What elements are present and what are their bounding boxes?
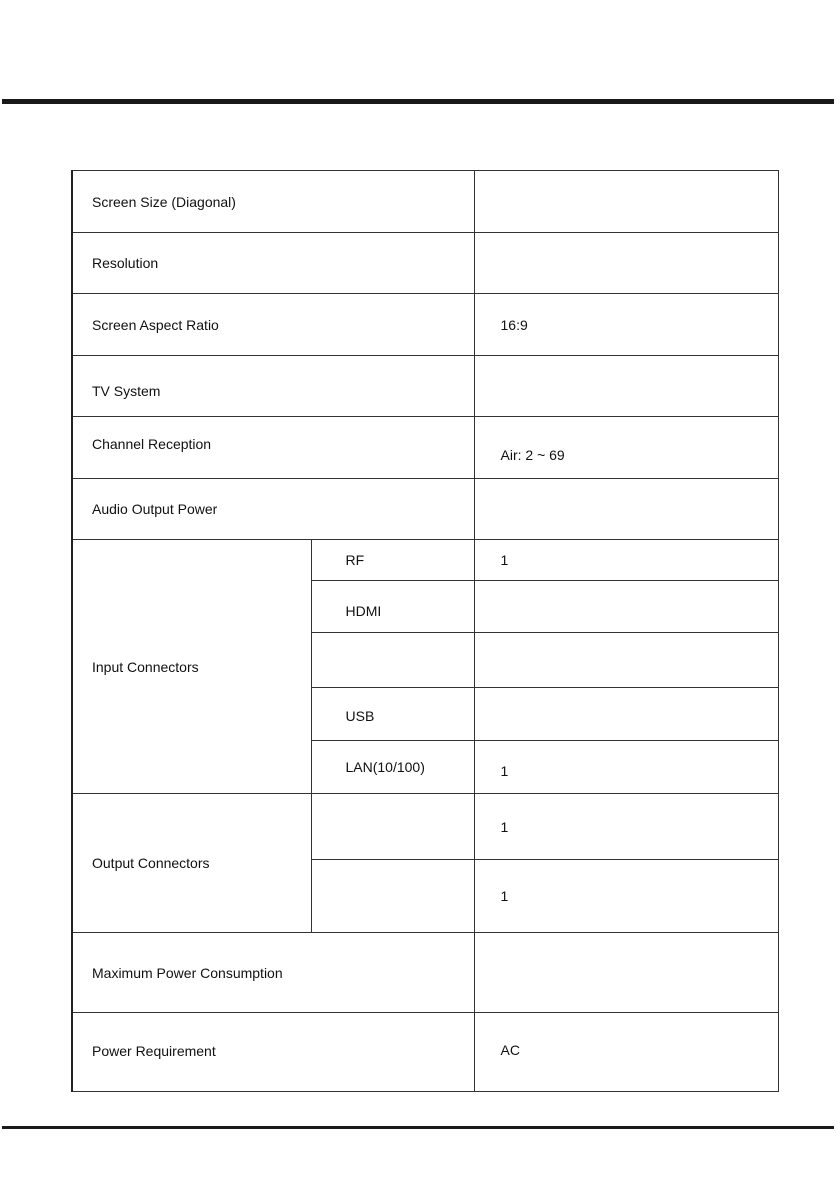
specifications-table (71, 170, 779, 1092)
spec-value (474, 233, 778, 294)
connector-name (311, 860, 474, 933)
spec-label: Screen Size (Diagonal) (72, 171, 474, 233)
spec-value: AC (474, 1013, 778, 1092)
spec-label: Channel Reception (72, 417, 474, 479)
table-row-channel-reception (72, 417, 778, 479)
spec-label: Screen Aspect Ratio (72, 294, 474, 356)
table-row-resolution (72, 233, 778, 294)
connector-name: LAN(10/100) (311, 741, 474, 794)
table-row-output-1 (72, 794, 778, 860)
connector-name: RF (311, 540, 474, 581)
connector-value (474, 581, 778, 633)
connector-value (474, 688, 778, 741)
spec-value (474, 479, 778, 540)
spec-value (474, 356, 778, 417)
connector-value: 1 (474, 741, 778, 794)
spec-label: Resolution (72, 233, 474, 294)
connector-value: 1 (474, 540, 778, 581)
connector-name (311, 633, 474, 688)
table-row-tv-system (72, 356, 778, 417)
header-rule (2, 99, 834, 104)
footer-rule (2, 1126, 834, 1129)
table-row-aspect-ratio (72, 294, 778, 356)
table-row-input-rf (72, 540, 778, 581)
table-row-power-requirement (72, 1013, 778, 1092)
spec-value (474, 171, 778, 233)
connector-name: HDMI (311, 581, 474, 633)
spec-label-output-connectors: Output Connectors (72, 794, 311, 933)
connector-value: 1 (474, 794, 778, 860)
spec-value: Air: 2 ~ 69 (474, 417, 778, 479)
spec-label: TV System (72, 356, 474, 417)
spec-label-input-connectors: Input Connectors (72, 540, 311, 794)
spec-label: Power Requirement (72, 1013, 474, 1092)
table-row-audio-output (72, 479, 778, 540)
connector-value: 1 (474, 860, 778, 933)
spec-label: Maximum Power Consumption (72, 933, 474, 1013)
connector-name: USB (311, 688, 474, 741)
table-row-max-power (72, 933, 778, 1013)
connector-name (311, 794, 474, 860)
spec-label: Audio Output Power (72, 479, 474, 540)
connector-value (474, 633, 778, 688)
table-row-screen-size (72, 171, 778, 233)
spec-value: 16:9 (474, 294, 778, 356)
spec-value (474, 933, 778, 1013)
